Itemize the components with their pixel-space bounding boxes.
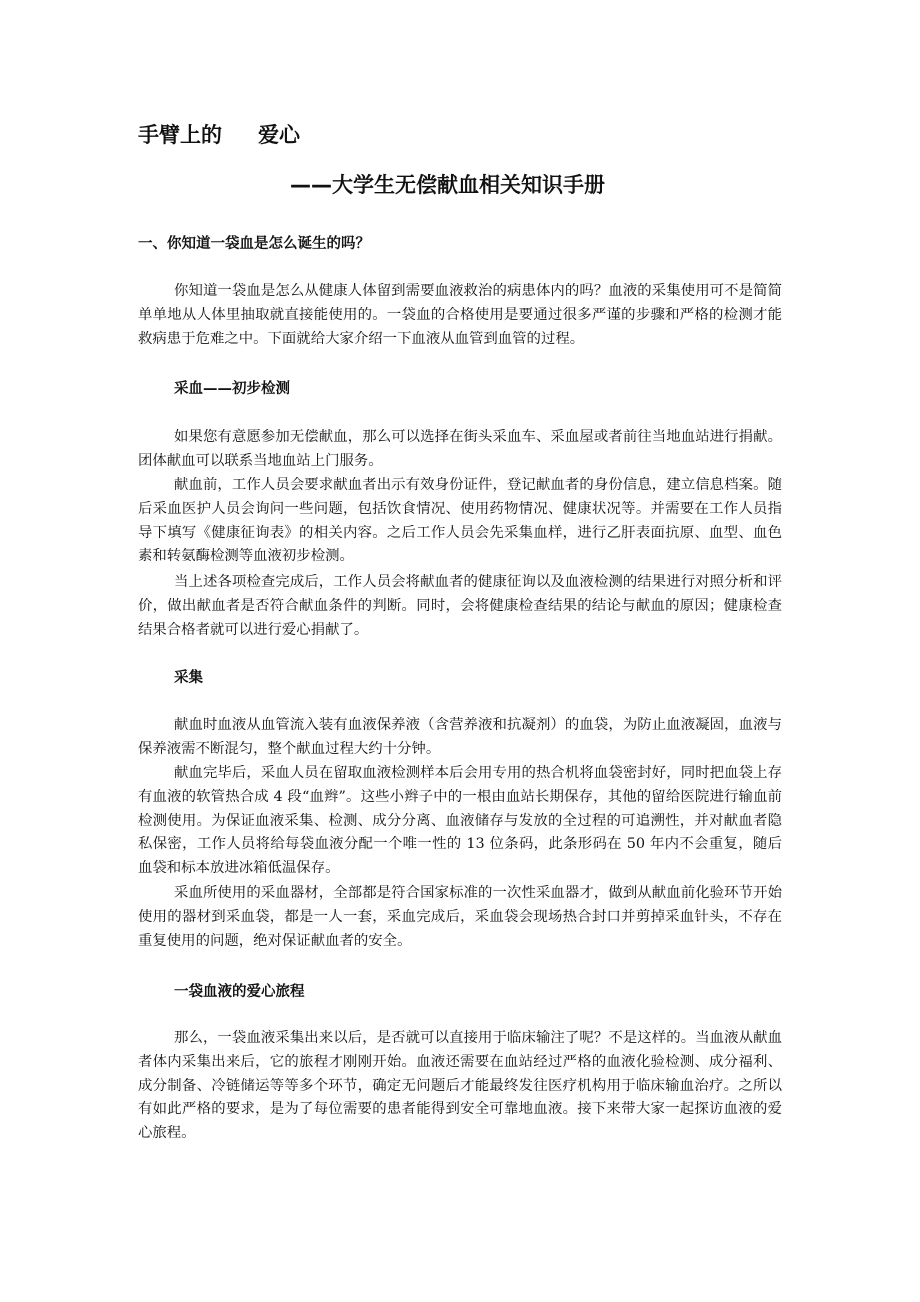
title-part-1: 手臂上的 — [138, 123, 222, 147]
document-title — [138, 120, 300, 150]
subsection-heading-collection: 采集 — [174, 670, 203, 686]
paragraph: 献血时血液从血管流入装有血液保养液（含营养液和抗凝剂）的血袋，为防止血液凝固，血液与保养液需不断混匀，整个献血过程大约十分钟。 — [138, 717, 782, 757]
paragraph: 采血所使用的采血器材，全部都是符合国家标准的一次性采血器才，做到从献血前化验环节开始使用的器材到采血袋，都是一人一套，采血完成后，采血袋会现场热合封口并剪掉采血针头，不存在重复使用的问题，绝对保证献血者的安全。 — [138, 885, 782, 949]
subsection-heading-journey: 一袋血液的爱心旅程 — [174, 984, 305, 1000]
intro-paragraph: 你知道一袋血是怎么从健康人体留到需要血液救治的病患体内的吗？血液的采集使用可不是简简单单地从人体里抽取就直接能使用的。一袋血的合格使用是要通过很多严谨的步骤和严格的检测才能救病患于危难之中。下面就给大家介绍一下血液从血管到血管的过程。 — [138, 283, 782, 347]
paragraph: 那么，一袋血液采集出来以后，是否就可以直接用于临床输注了呢？不是这样的。当血液从献血者体内采集出来后，它的旅程才刚刚开始。血液还需要在血站经过严格的血液化验检测、成分福利、成分制备、冷链储运等等多个环节，确定无问题后才能最终发往医疗机构用于临床输血治疗。之所以有如此严格的要求，是为了每位需要的患者能得到安全可靠地血液。接下来带大家一起探访血液的爱心旅程。 — [138, 1030, 782, 1142]
subsection-heading-blood-collection: 采血——初步检测 — [174, 381, 290, 397]
section-heading-1: 一、你知道一袋血是怎么诞生的吗？ — [138, 236, 370, 252]
document-subtitle: ——大学生无偿献血相关知识手册 — [290, 173, 605, 197]
paragraph: 如果您有意愿参加无偿献血，那么可以选择在街头采血车、采血屋或者前往当地血站进行捐献。团体献血可以联系当地血站上门服务。 — [138, 429, 782, 469]
paragraph: 献血完毕后，采血人员在留取血液检测样本后会用专用的热合机将血袋密封好，同时把血袋上存有血液的软管热合成 4 段“血辫”。这些小辫子中的一根由血站长期保存，其他的留给医院进行输血前检测使用。为保证血液采集、检测、成分分离、血液储存与发放的全过程的可追溯性，并对献血者隐私保密，工作人员将给每袋血液分配一个唯一性的 13 位条码，此条形码在 50 年内不会重复，随后血袋和标本放进冰箱低温保存。 — [138, 765, 782, 877]
paragraph: 献血前，工作人员会要求献血者出示有效身份证件，登记献血者的身份信息，建立信息档案。随后采血医护人员会询问一些问题，包括饮食情况、使用药物情况、健康状况等。并需要在工作人员指导下填写《健康征询表》的相关内容。之后工作人员会先采集血样，进行乙肝表面抗原、血型、血色素和转氨酶检测等血液初步检测。 — [138, 477, 782, 565]
title-part-2: 爱心 — [258, 123, 300, 147]
paragraph: 当上述各项检查完成后，工作人员会将献血者的健康征询以及血液检测的结果进行对照分析和评价，做出献血者是否符合献血条件的判断。同时，会将健康检查结果的结论与献血的原因；健康检查结果合格者就可以进行爱心捐献了。 — [138, 574, 782, 638]
